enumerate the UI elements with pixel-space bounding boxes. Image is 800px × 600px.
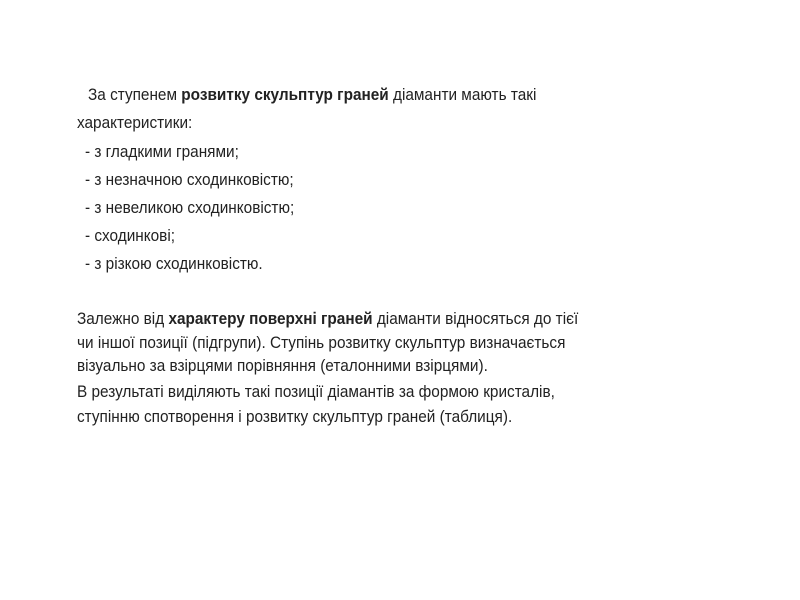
bold-text: розвитку скульптур граней [181, 86, 389, 104]
intro-line-1 [88, 85, 536, 105]
intro-line-2: характеристики: [77, 114, 193, 132]
para3-line-1: В результаті виділяють такі позиції діамантів за формою кристалів, [77, 383, 555, 401]
para2-line-1 [77, 309, 578, 329]
list-item: - сходинкові; [85, 227, 175, 245]
para2-line-2: чи іншої позиції (підгрупи). Ступінь розвитку скульптур визначається [77, 334, 566, 352]
bold-text: характеру поверхні граней [168, 310, 373, 328]
list-item: - з гладкими гранями; [85, 143, 239, 161]
list-item: - з невеликою сходинковістю; [85, 199, 295, 217]
text: діаманти мають такі [388, 86, 537, 104]
list-item: - з різкою сходинковістю. [85, 255, 263, 273]
text: Залежно від [77, 310, 169, 328]
list-item: - з незначною сходинковістю; [85, 171, 294, 189]
text: За ступенем [88, 86, 182, 104]
text: діаманти відносяться до тієї [372, 310, 579, 328]
para3-line-2: ступінню спотворення і розвитку скульптур граней (таблиця). [77, 408, 513, 426]
para2-line-3: візуально за взірцями порівняння (еталонними взірцями). [77, 357, 488, 375]
